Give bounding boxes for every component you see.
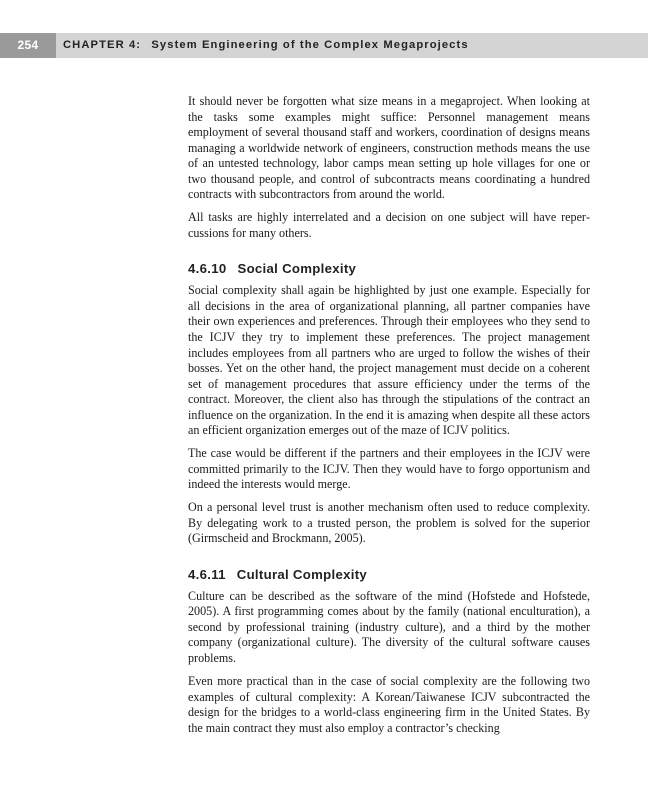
- chapter-label: CHAPTER 4:: [63, 39, 142, 51]
- body-paragraph: Social complexity shall again be highlighted by just one example. Especially for all decisions in the area of organizational planning, all partner companies have their own experiences and preferences. Through their employees who they send to the ICJV they try to implement these preferences. The project management includes employees from all partners who are urged to follow the wishes of their bosses. Yet on the other hand, the project management must decide on a coherent set of management procedures that assure efficiency under the terms of the contract. Moreover, the client also has through the stipulations of the contract an influence on the organization. In the end it is amazing when despite all these actors an efficient organization emerges out of the maze of ICJV politics.: [188, 283, 590, 438]
- body-paragraph: On a personal level trust is another mechanism often used to reduce complexity. By delegating work to a trusted person, the problem is solved for the superior (Girmscheid and Brockmann, 2005).: [188, 500, 590, 546]
- body-paragraph: Culture can be described as the software of the mind (Hofstede and Hofstede, 2005). A first programming comes about by the family (national enculturation), a second by professional training (industry culture), and a third by the mother company (organizational culture). The diversity of the cultural software causes problems.: [188, 588, 590, 666]
- section-title: Social Complexity: [237, 261, 357, 277]
- chapter-title: System Engineering of the Complex Megaprojects: [151, 39, 469, 51]
- section-title: Cultural Complexity: [236, 566, 368, 582]
- running-head-text: [63, 33, 469, 58]
- section-heading-social-complexity: [188, 261, 590, 277]
- section-heading-cultural-complexity: [188, 567, 590, 583]
- body-paragraph: Even more practical than in the case of social complexity are the following two examples of cultural complexity: A Korean/Taiwanese ICJV subcontracted the design for the bridges to a world-class engineering firm in the United States. By the main contract they must also employ a contractor’s checking: [188, 673, 590, 735]
- section-number: 4.6.10: [188, 261, 227, 277]
- body-paragraph: It should never be forgotten what size means in a megaproject. When looking at the tasks some examples might suffice: Personnel management means employment of several thousand staff and workers, coordination of designs means managing a worldwide network of engineers, construction methods means the use of an untested technology, labor camps mean setting up hole villages for one or two thousand people, and control of subcontracts means coordinating a hundred contracts with subcontractors from around the world.: [188, 94, 590, 202]
- page-number: 254: [0, 33, 56, 58]
- running-header: [0, 33, 648, 58]
- section-number: 4.6.11: [188, 566, 226, 582]
- body-paragraph: The case would be different if the partners and their employees in the ICJV were committed primarily to the ICJV. Then they would have to forgo opportunism and indeed the interests would merge.: [188, 446, 590, 492]
- page-body: [188, 94, 590, 744]
- body-paragraph: All tasks are highly interrelated and a decision on one subject will have repercussions for many others.: [188, 210, 590, 240]
